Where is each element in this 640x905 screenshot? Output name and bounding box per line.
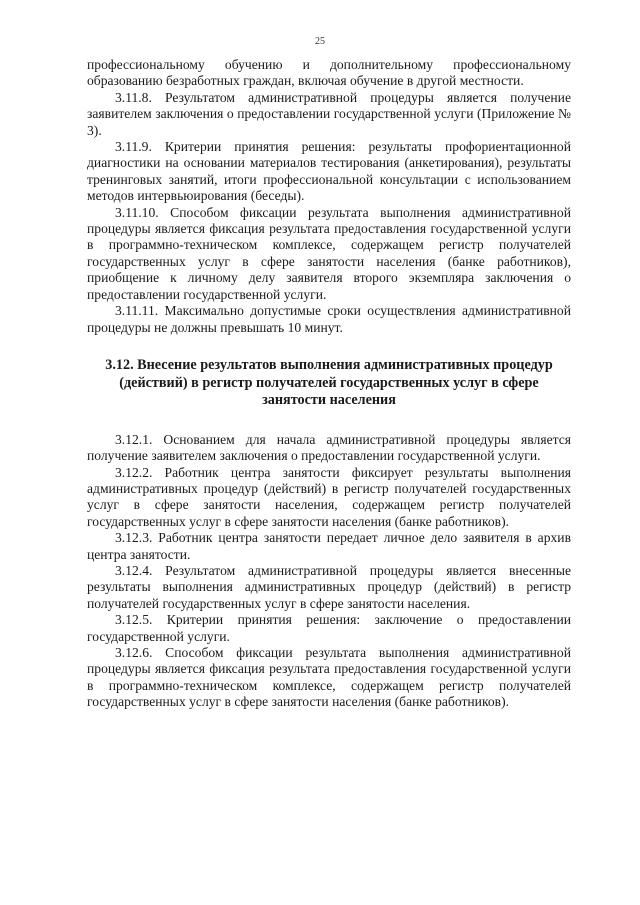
page-number: 25 bbox=[315, 36, 325, 47]
page-body bbox=[87, 57, 571, 711]
paragraph-3-12-1: 3.12.1. Основанием для начала административной процедуры является получение заявителем заключения о предоставлении государственной услуги. bbox=[87, 431, 571, 464]
paragraph-3-12-2: 3.12.2. Работник центра занятости фиксирует результаты выполнения административных процедур (действий) в регистр получателей государственных услуг в сфере занятости населения, содержащем регистр получателей государственных услуг в сфере занятости населения (банке работников). bbox=[87, 464, 571, 529]
paragraph-3-12-4: 3.12.4. Результатом административной процедуры является внесенные результаты выполнения административных процедур (действий) в регистр получателей государственных услуг в сфере занятости населения. bbox=[87, 562, 571, 611]
paragraph-continuation: профессиональному обучению и дополнительному профессиональному образованию безработных граждан, включая обучение в другой местности. bbox=[87, 57, 571, 89]
paragraph-3-12-6: 3.12.6. Способом фиксации результата выполнения административной процедуры является фиксация результата предоставления государственной услуги в программно-техническом комплексе, содержащем регистр получателей государственных услуг в сфере занятости населения (банке работников). bbox=[87, 644, 571, 710]
paragraph-3-11-11: 3.11.11. Максимально допустимые сроки осуществления административной процедуры не должны превышать 10 минут. bbox=[87, 303, 571, 335]
paragraph-3-11-8: 3.11.8. Результатом административной процедуры является получение заявителем заключения о предоставлении государственной услуги (Приложение № 3). bbox=[87, 89, 571, 138]
paragraph-3-11-9: 3.11.9. Критерии принятия решения: результаты профориентационной диагностики на основании материалов тестирования (анкетирования), результаты тренинговых занятий, итоги профессиональной консультации с использованием методов интервьюирования (беседы). bbox=[87, 139, 571, 204]
paragraph-3-12-3: 3.12.3. Работник центра занятости передает личное дело заявителя в архив центра занятости. bbox=[87, 530, 571, 562]
paragraph-3-11-10: 3.11.10. Способом фиксации результата выполнения административной процедуры является фиксация результата предоставления государственной услуги в программно-техническом комплексе, содержащем регистр получателей государственных услуг в сфере занятости населения (банке работников), приобщение к личному делу заявителя второго экземпляра заключения о предоставлении государственной услуги. bbox=[87, 204, 571, 302]
section-heading-3-12: 3.12. Внесение результатов выполнения административных процедур (действий) в регистр получателей государственных услуг в сфере занятости населения bbox=[105, 356, 553, 409]
paragraph-3-12-5: 3.12.5. Критерии принятия решения: заключение о предоставлении государственной услуги. bbox=[87, 612, 571, 644]
